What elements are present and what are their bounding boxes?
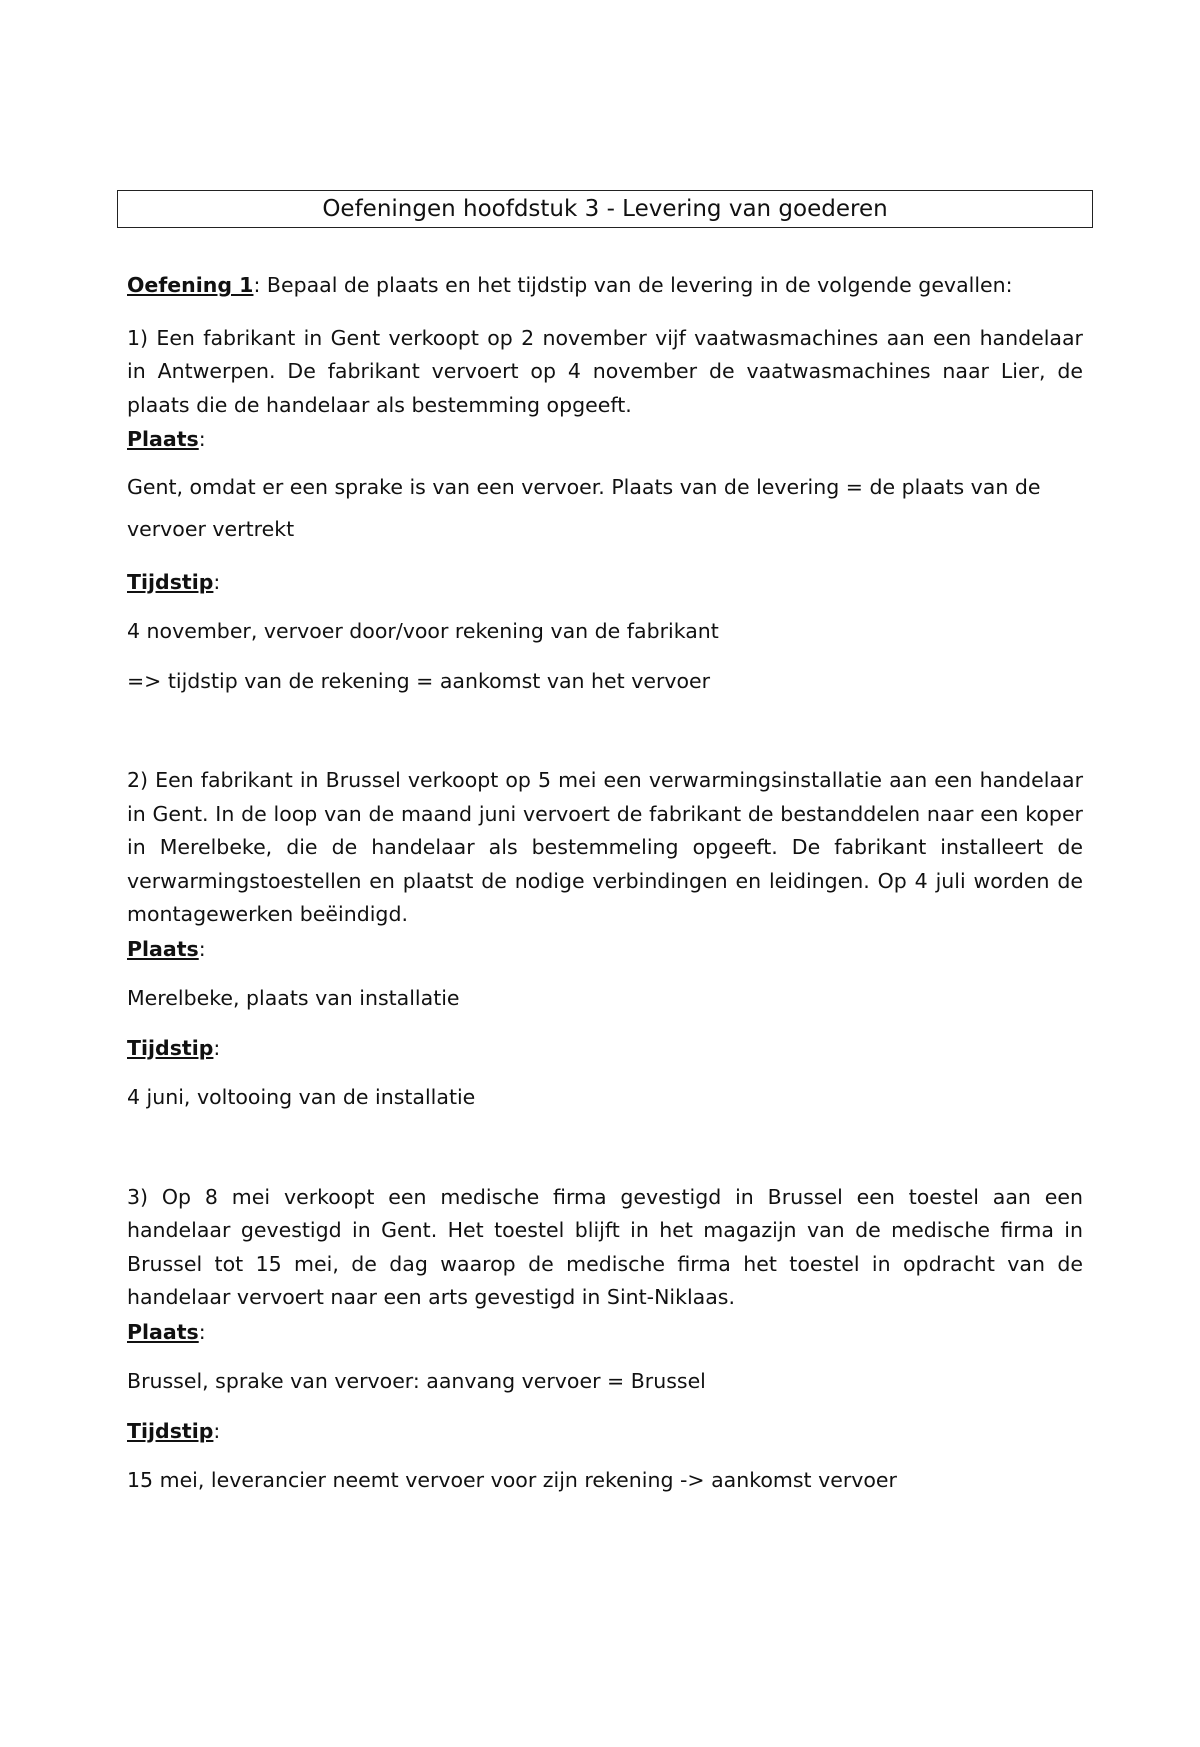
case-2 (127, 764, 1083, 1115)
case-3-place-heading (127, 1316, 1083, 1350)
case-1-time-answer-2: => tijdstip van de rekening = aankomst van het vervoer (127, 668, 711, 693)
place-label: Plaats (127, 936, 199, 961)
case-2-time-answer-1: 4 juni, voltooing van de installatie (127, 1085, 476, 1109)
exercise-intro (127, 269, 1083, 303)
place-label: Plaats (127, 427, 199, 451)
case-3-time-heading (127, 1415, 1083, 1449)
exercise-instruction: Bepaal de plaats en het tijdstip van de levering in de volgende gevallen: (260, 273, 1013, 297)
case-2-question: 2) Een fabrikant in Brussel verkoopt op 5 mei een verwarmingsinstallatie aan een handelaar in Gent. In de loop van de maand juni vervoert de fabrikant de bestanddelen naar een koper in Merelbeke, die de handelaar als bestemmeling opgeeft. De fabrikant installeert de verwarmingstoestellen en plaatst de nodige verbindingen en leidingen. Op 4 juli worden de montagewerken beëindigd. (127, 768, 1083, 926)
time-label: Tijdstip (127, 1418, 214, 1443)
case-1-time-heading (127, 566, 1083, 600)
case-2-place-answer: Merelbeke, plaats van installatie (127, 986, 460, 1010)
time-label: Tijdstip (127, 569, 214, 594)
case-3-place-answer: Brussel, sprake van vervoer: aanvang vervoer = Brussel (127, 1369, 706, 1393)
label-colon: : (198, 427, 206, 451)
label-colon: : (213, 1035, 221, 1060)
case-3 (127, 1181, 1083, 1498)
label-colon: : (213, 569, 221, 594)
case-1-place-heading (127, 423, 1083, 457)
case-1-time-answer-1: 4 november, vervoer door/voor rekening van de fabrikant (127, 619, 719, 643)
case-2-time-heading (127, 1032, 1083, 1066)
document-body (127, 269, 1083, 1498)
case-1 (127, 322, 1083, 699)
case-1-place-answer: Gent, omdat er een sprake is van een vervoer. Plaats van de levering = de plaats van de vervoer vertrekt (127, 474, 1041, 541)
case-1-question: 1) Een fabrikant in Gent verkoopt op 2 november vijf vaatwasmachines aan een handelaar in Antwerpen. De fabrikant vervoert op 4 november de vaatwasmachines naar Lier, de plaats die de handelaar als bestemming opgeeft. (127, 325, 1083, 417)
exercise-label-colon: : (253, 273, 261, 297)
label-colon: : (198, 1319, 206, 1344)
document-title-box (117, 190, 1093, 228)
time-label: Tijdstip (127, 1035, 214, 1060)
exercise-label: Oefening 1 (127, 273, 254, 297)
case-3-question: 3) Op 8 mei verkoopt een medische firma gevestigd in Brussel een toestel aan een handelaar gevestigd in Gent. Het toestel blijft in het magazijn van de medische firma in Brussel tot 15 mei, de dag waarop de medische firma het toestel in opdracht van de handelaar vervoert naar een arts gevestigd in Sint-Niklaas. (127, 1184, 1083, 1309)
label-colon: : (213, 1418, 221, 1443)
label-colon: : (198, 936, 206, 961)
document-title: Oefeningen hoofdstuk 3 - Levering van goederen (322, 196, 888, 222)
place-label: Plaats (127, 1319, 199, 1344)
case-3-time-answer-1: 15 mei, leverancier neemt vervoer voor zijn rekening -> aankomst vervoer (127, 1468, 897, 1492)
case-2-place-heading (127, 933, 1083, 967)
